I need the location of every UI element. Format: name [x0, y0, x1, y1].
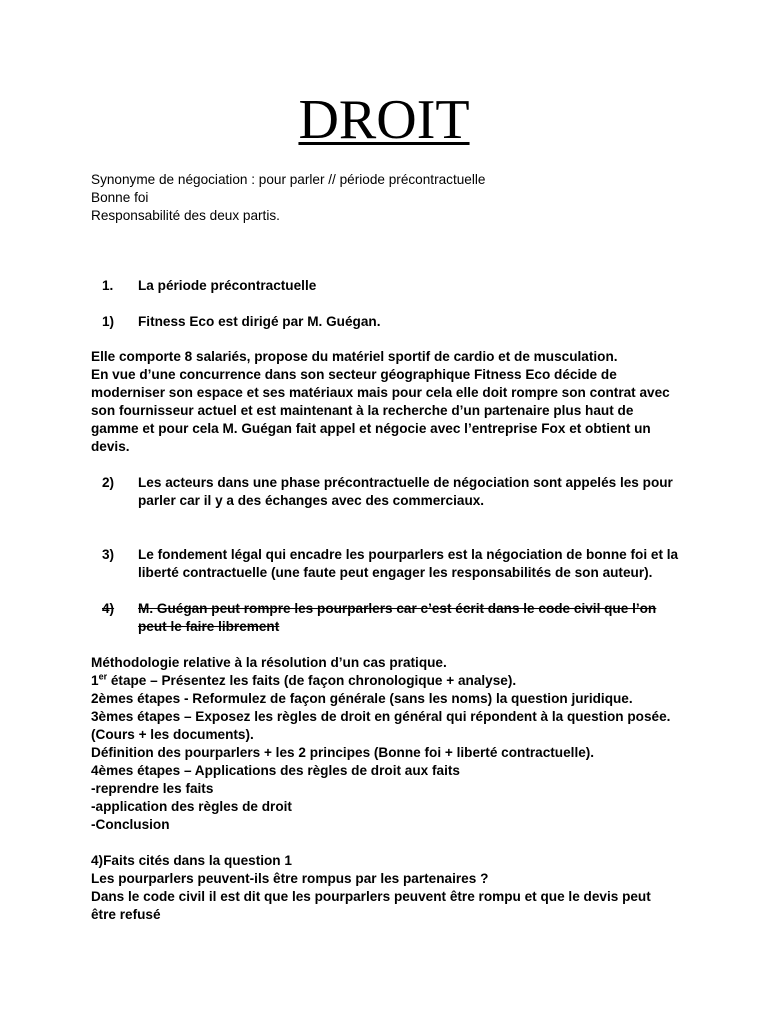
list-item-3	[91, 546, 681, 582]
item-text: Fitness Eco est dirigé par M. Guégan.	[138, 314, 381, 329]
intro-block	[91, 171, 691, 225]
section-number: 1.	[102, 278, 114, 293]
list-item-1	[91, 313, 681, 331]
intro-line: Responsabilité des deux partis.	[91, 208, 280, 223]
paragraph-line: En vue d’une concurrence dans son secteur géographique Fitness Eco décide de	[91, 367, 617, 382]
item-number: 3)	[102, 547, 115, 562]
item-text-line: parler car il y a des échanges avec des commerciaux.	[138, 493, 485, 508]
methodology-line: 2èmes étapes - Reformulez de façon générale (sans les noms) la question juridique.	[91, 691, 633, 706]
methodology-line: 4èmes étapes – Applications des règles de droit aux faits	[91, 763, 460, 778]
item-text-line: M. Guégan peut rompre les pourparlers car c’est écrit dans le code civil que l’on	[138, 601, 657, 616]
item-number: 4)	[102, 601, 115, 616]
paragraph-line: gamme et pour cela M. Guégan fait appel et négocie avec l’entreprise Fox et obtient un	[91, 421, 651, 436]
question-line: être refusé	[91, 907, 161, 922]
item-number: 2)	[102, 475, 115, 490]
item-text-line: liberté contractuelle (une faute peut engager les responsabilités de son auteur).	[138, 565, 653, 580]
main-body	[91, 277, 681, 924]
methodology-line: 3èmes étapes – Exposez les règles de droit en général qui répondent à la question posée.	[91, 709, 671, 724]
list-item-4-struck	[91, 600, 681, 636]
methodology-step-1: 1er étape – Présentez les faits (de façon chronologique + analyse).	[91, 671, 517, 688]
item-number: 1)	[102, 314, 115, 329]
item-text-line: Les acteurs dans une phase précontractuelle de négociation sont appelés les pour	[138, 475, 673, 490]
question-block	[91, 852, 681, 924]
item-text-line: peut le faire librement	[138, 619, 280, 634]
question-line: Les pourparlers peuvent-ils être rompus par les partenaires ?	[91, 871, 489, 886]
facts-paragraph	[91, 348, 681, 456]
methodology-line: Définition des pourparlers + les 2 principes (Bonne foi + liberté contractuelle).	[91, 745, 595, 760]
question-line: 4)Faits cités dans la question 1	[91, 853, 292, 868]
methodology-block	[91, 654, 681, 834]
methodology-heading: Méthodologie relative à la résolution d’un cas pratique.	[91, 655, 447, 670]
methodology-line: -application des règles de droit	[91, 799, 292, 814]
section-title: La période précontractuelle	[138, 278, 317, 293]
paragraph-line: devis.	[91, 439, 130, 454]
intro-line: Bonne foi	[91, 190, 149, 205]
item-text-line: Le fondement légal qui encadre les pourparlers est la négociation de bonne foi et la	[138, 547, 679, 562]
question-line: Dans le code civil il est dit que les pourparlers peuvent être rompu et que le devis peut	[91, 889, 651, 904]
methodology-line: -Conclusion	[91, 817, 170, 832]
intro-line: Synonyme de négociation : pour parler // période précontractuelle	[91, 172, 486, 187]
list-item-2	[91, 474, 681, 510]
document-title: DROIT	[298, 89, 470, 151]
section-heading	[91, 277, 681, 295]
paragraph-line: son fournisseur actuel et est maintenant à la recherche d’un partenaire plus haut de	[91, 403, 634, 418]
methodology-line: (Cours + les documents).	[91, 727, 254, 742]
paragraph-line: Elle comporte 8 salariés, propose du matériel sportif de cardio et de musculation.	[91, 349, 618, 364]
paragraph-line: moderniser son espace et ses matériaux mais pour cela elle doit rompre son contrat avec	[91, 385, 670, 400]
methodology-line: -reprendre les faits	[91, 781, 214, 796]
